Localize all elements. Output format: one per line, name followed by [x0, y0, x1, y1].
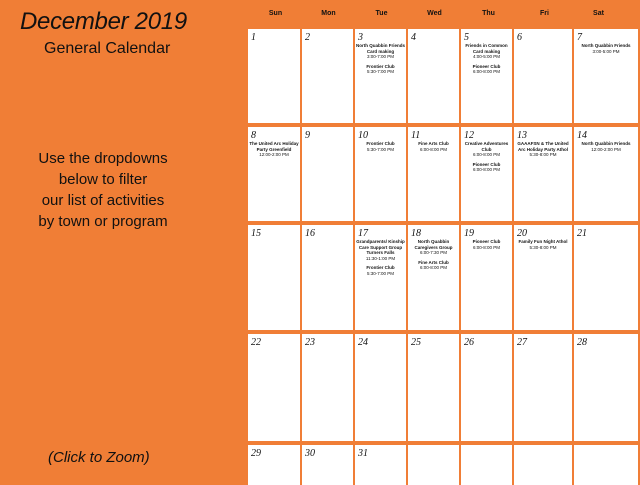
- day-cell[interactable]: [514, 334, 572, 441]
- day-number: 17: [358, 228, 368, 239]
- event-name: GAAAFSN & The United Arc Holiday Party Athol: [517, 141, 569, 152]
- day-cell[interactable]: [302, 445, 353, 485]
- event-time: 5:30-7:00 PM: [366, 69, 394, 74]
- calendar-event[interactable]: [574, 141, 638, 152]
- event-name: Pioneer Club: [472, 63, 501, 69]
- day-cell[interactable]: [355, 127, 406, 221]
- day-number: 24: [358, 337, 368, 348]
- calendar-event[interactable]: [514, 141, 572, 158]
- calendar-event[interactable]: [408, 141, 459, 152]
- instructions-line: by town or program: [38, 213, 168, 230]
- day-cell[interactable]: [355, 445, 406, 485]
- day-number: 18: [411, 228, 421, 239]
- instructions-line: our list of activities: [41, 192, 165, 209]
- day-number: 5: [464, 32, 469, 43]
- day-cell[interactable]: [248, 127, 300, 221]
- day-number: 4: [411, 32, 416, 43]
- day-number: 19: [464, 228, 474, 239]
- day-cell[interactable]: [574, 225, 638, 330]
- day-number: 16: [305, 228, 315, 239]
- calendar-grid[interactable]: [248, 0, 640, 480]
- day-cell[interactable]: [408, 225, 459, 330]
- calendar-event[interactable]: [355, 43, 406, 60]
- calendar-event[interactable]: [461, 43, 512, 60]
- event-time: 3:00-7:00 PM: [366, 54, 394, 59]
- day-header-sun: Sun: [268, 10, 283, 17]
- calendar-event[interactable]: [355, 64, 406, 75]
- day-number: 23: [305, 337, 315, 348]
- day-cell[interactable]: [461, 127, 512, 221]
- event-time: 6:00-8:00 PM: [472, 167, 500, 172]
- event-name: The United Arc Holiday Party Greenfield: [249, 141, 299, 152]
- day-number: 14: [577, 130, 587, 141]
- event-name: Frontier Club: [366, 141, 395, 146]
- event-time: 11:30-1:00 PM: [365, 255, 396, 261]
- day-header-fri: Fri: [540, 10, 549, 17]
- event-time: 5:30-8:00 PM: [529, 152, 557, 157]
- event-name: Fine Arts Club: [418, 259, 449, 265]
- calendar-event[interactable]: [355, 141, 406, 152]
- event-time: 5:30-7:00 PM: [366, 146, 394, 152]
- calendar-event[interactable]: [355, 265, 406, 276]
- day-number: 12: [464, 130, 474, 141]
- day-cell[interactable]: [355, 334, 406, 441]
- event-time: 6:00-8:00 PM: [419, 146, 447, 152]
- day-cell[interactable]: [574, 29, 638, 123]
- instructions-line: Use the dropdowns: [38, 150, 168, 167]
- day-cell[interactable]: [514, 127, 572, 221]
- event-time: 6:00-8:00 PM: [419, 265, 447, 270]
- day-number: 21: [577, 228, 587, 239]
- day-number: 13: [517, 130, 527, 141]
- calendar-event[interactable]: [461, 239, 512, 250]
- calendar-event[interactable]: [514, 239, 572, 250]
- event-time: 5:30-7:00 PM: [366, 270, 394, 276]
- day-cell[interactable]: [574, 334, 638, 441]
- day-cell[interactable]: [302, 225, 353, 330]
- event-name: Pioneer Club: [472, 161, 501, 167]
- day-header-wed: Wed: [427, 10, 442, 17]
- day-cell[interactable]: [355, 225, 406, 330]
- day-header-tue: Tue: [375, 10, 388, 17]
- day-number: 22: [251, 337, 261, 348]
- day-header-thu: Thu: [482, 10, 495, 17]
- day-number: 28: [577, 337, 587, 348]
- event-name: North Quabbin Friends Card making: [356, 43, 405, 54]
- event-time: 4:00-5:00 PM: [472, 54, 500, 59]
- calendar-event[interactable]: [461, 64, 512, 75]
- event-name: North Quabbin Friends: [581, 43, 631, 48]
- day-number: 2: [305, 32, 310, 43]
- day-number: 3: [358, 32, 363, 43]
- event-time: 6:00-7:30 PM: [419, 250, 447, 255]
- calendar-event[interactable]: [248, 141, 300, 158]
- event-time: 6:00-8:00 PM: [472, 152, 500, 157]
- event-name: North Quabbin Friends: [581, 141, 631, 146]
- day-cell[interactable]: [302, 334, 353, 441]
- day-number: 10: [358, 130, 368, 141]
- day-cell[interactable]: [574, 127, 638, 221]
- event-name: Creative Adventures Club: [464, 141, 509, 152]
- event-name: Grandparents/ Kinship Care Support Group Turners Falls: [356, 239, 405, 255]
- day-number: 20: [517, 228, 527, 239]
- day-cell[interactable]: [248, 445, 300, 485]
- day-number: 29: [251, 448, 261, 459]
- day-cell[interactable]: [514, 225, 572, 330]
- event-time: 6:00-8:00 PM: [472, 69, 500, 74]
- event-name: Family Fun Night Athol: [518, 239, 568, 244]
- day-number: 30: [305, 448, 315, 459]
- page-subtitle: General Calendar: [44, 40, 171, 57]
- day-cell[interactable]: [514, 445, 572, 485]
- left-panel: [0, 0, 248, 480]
- event-time: 12:00-2:00 PM: [591, 146, 621, 152]
- day-cell[interactable]: [248, 225, 300, 330]
- calendar-event[interactable]: [461, 141, 512, 158]
- day-cell[interactable]: [408, 29, 459, 123]
- day-cell[interactable]: [408, 445, 459, 485]
- event-name: Friends in Common Card making: [465, 43, 508, 54]
- event-name: Pioneer Club: [472, 239, 501, 244]
- day-cell[interactable]: [574, 445, 638, 485]
- event-name: North Quabbin Caregivers Group: [414, 239, 453, 250]
- event-time: 5:30-8:00 PM: [529, 244, 557, 250]
- calendar-event[interactable]: [355, 239, 406, 261]
- calendar-event[interactable]: [408, 239, 459, 256]
- event-name: Frontier Club: [366, 265, 395, 270]
- day-number: 8: [251, 130, 256, 141]
- day-number: 26: [464, 337, 474, 348]
- event-name: Frontier Club: [366, 63, 395, 69]
- day-number: 27: [517, 337, 527, 348]
- day-cell[interactable]: [248, 29, 300, 123]
- day-number: 25: [411, 337, 421, 348]
- day-cell[interactable]: [461, 225, 512, 330]
- day-cell[interactable]: [461, 334, 512, 441]
- day-number: 15: [251, 228, 261, 239]
- instructions-text: [20, 148, 186, 232]
- event-time: 12:00-2:00 PM: [259, 152, 289, 157]
- day-cell[interactable]: [302, 127, 353, 221]
- day-cell[interactable]: [408, 127, 459, 221]
- day-cell[interactable]: [302, 29, 353, 123]
- instructions-line: below to filter: [58, 171, 148, 188]
- day-number: 11: [411, 130, 421, 141]
- page-title: December 2019: [20, 8, 187, 35]
- day-number: 7: [577, 32, 582, 43]
- day-number: 1: [251, 32, 256, 43]
- event-name: Fine Arts Club: [418, 141, 449, 146]
- day-number: 31: [358, 448, 368, 459]
- calendar-event[interactable]: [461, 162, 512, 173]
- day-cell[interactable]: [461, 445, 512, 485]
- event-time: 6:00-8:00 PM: [472, 244, 500, 250]
- zoom-link[interactable]: (Click to Zoom): [48, 449, 150, 466]
- day-header-mon: Mon: [321, 10, 336, 17]
- day-cell[interactable]: [248, 334, 300, 441]
- day-cell[interactable]: [461, 29, 512, 123]
- day-cell[interactable]: [408, 334, 459, 441]
- day-cell[interactable]: [355, 29, 406, 123]
- day-header-sat: Sat: [593, 10, 604, 17]
- day-cell[interactable]: [514, 29, 572, 123]
- day-number: 9: [305, 130, 310, 141]
- event-time: 3:00-5:00 PM: [592, 48, 620, 54]
- day-number: 6: [517, 32, 522, 43]
- calendar-event[interactable]: [574, 43, 638, 54]
- calendar-event[interactable]: [408, 260, 459, 271]
